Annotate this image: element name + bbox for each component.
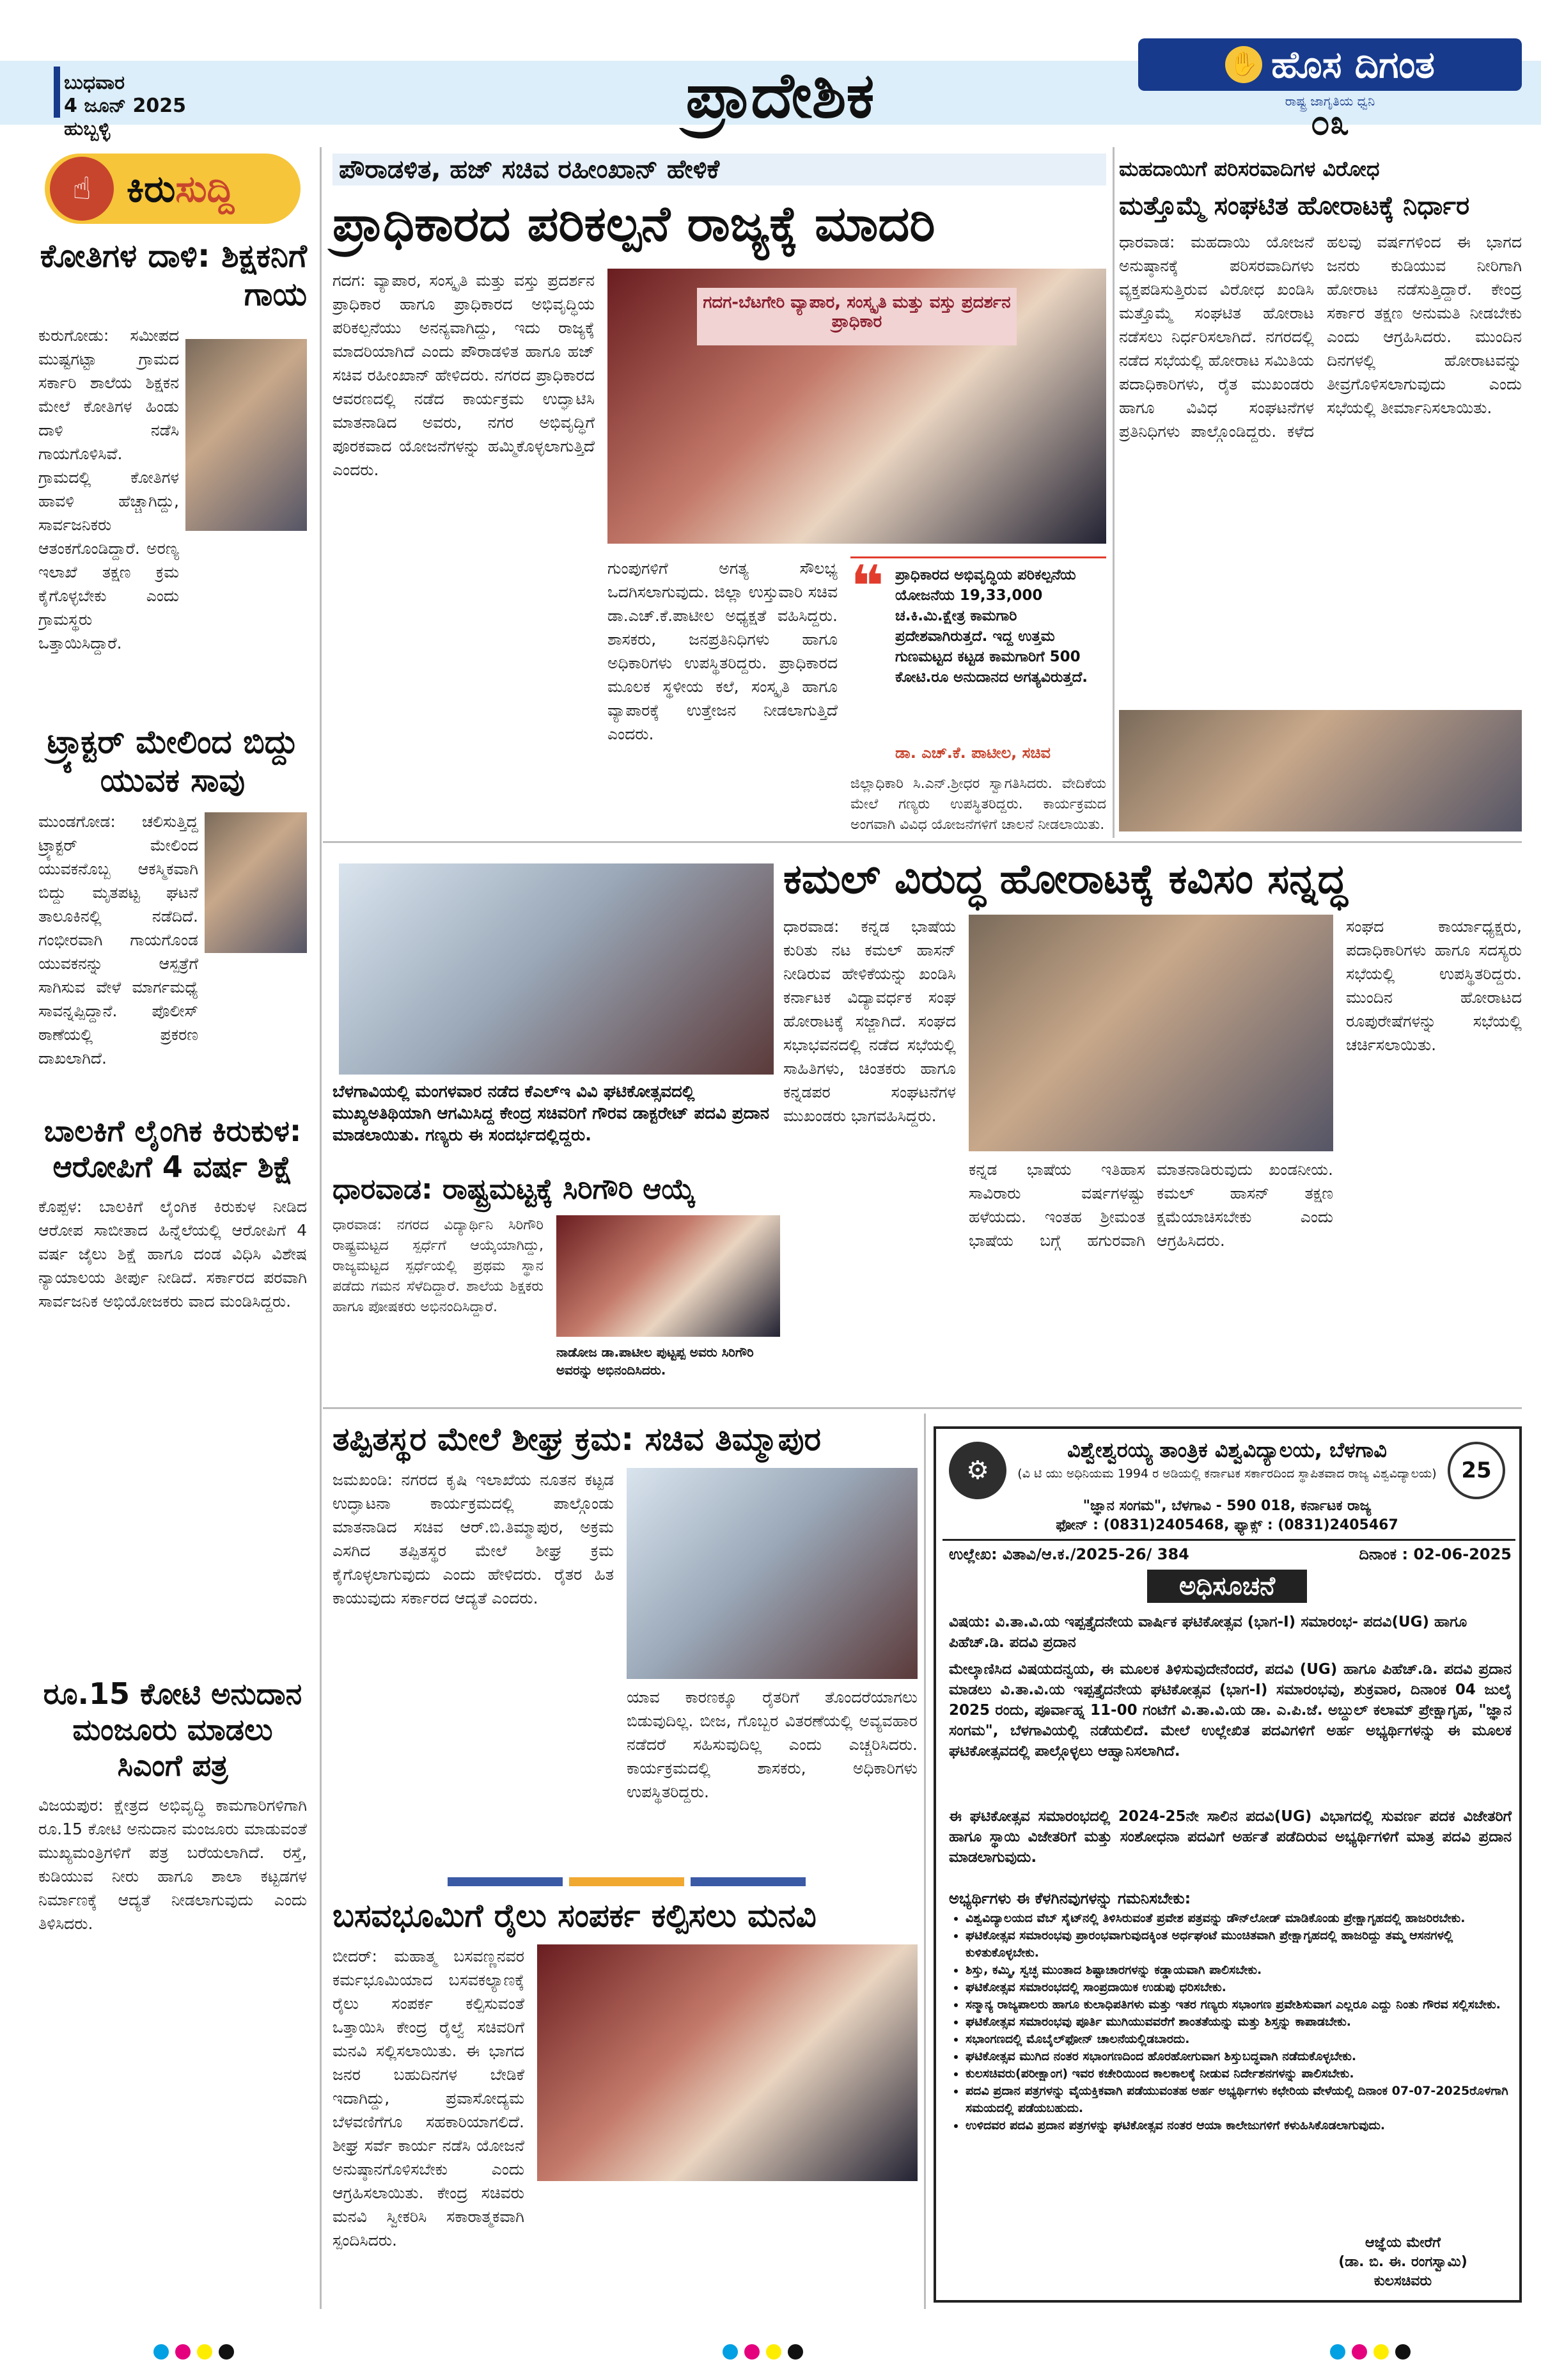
lead-story [332, 154, 1106, 838]
lead-body-c: ಜಿಲ್ಲಾಧಿಕಾರಿ ಸಿ.ಎನ್.ಶ್ರೀಧರ ಸ್ವಾಗತಿಸಿದರು. ವೇದಿಕೆಯ ಮೇಲೆ ಗಣ್ಯರು ಉಪಸ್ಥಿತರಿದ್ದರು. ಕಾರ್ಯಕ್ರಮದ ಅಂಗವಾಗಿ ವಿವಿಧ ಯೋಜನೆಗಳಿಗೆ ಚಾಲನೆ ನೀಡಲಾಯಿತು. [850, 776, 1106, 833]
vtu-name: ವಿಶ್ವೇಶ್ವರಯ್ಯ ತಾಂತ್ರಿಕ ವಿಶ್ವವಿದ್ಯಾಲಯ, ಬೆಳಗಾವಿ [1067, 1438, 1387, 1462]
siri-caption: ನಾಡೋಜ ಡಾ.ಪಾಟೀಲ ಪುಟ್ಟಪ್ಪ ಅವರು ಸಿರಿಗೌರಿ ಅವರನ್ನು ಅಭಿನಂದಿಸಿದರು. [556, 1343, 780, 1401]
kamal-body-c: ಸಂಘದ ಕಾರ್ಯಾಧ್ಯಕ್ಷರು, ಪದಾಧಿಕಾರಿಗಳು ಹಾಗೂ ಸದಸ್ಯರು ಸಭೆಯಲ್ಲಿ ಉಪಸ್ಥಿತರಿದ್ದರು. ಮುಂದಿನ ಹೋರಾಟದ ರೂಪುರೇಷೆಗಳನ್ನು ಸಭೆಯಲ್ಲಿ ಚರ್ಚಿಸಲಾಯಿತು. [1346, 917, 1522, 1054]
vtu-note: • ಶಿಸ್ತು, ಕಮ್ಮಿ, ಸ್ವಚ್ಛ ಮುಂತಾದ ಶಿಷ್ಟಾಚಾರಗಳನ್ನು ಕಡ್ಡಾಯವಾಗಿ ಪಾಲಿಸಬೇಕು. [966, 1962, 1528, 1979]
timmapur-story [332, 1417, 918, 1871]
basava-body: ಬೀದರ್: ಮಹಾತ್ಮ ಬಸವಣ್ಣನವರ ಕರ್ಮಭೂಮಿಯಾದ ಬಸವಕಲ್ಯಾಣಕ್ಕೆ ರೈಲು ಸಂಪರ್ಕ ಕಲ್ಪಿಸುವಂತೆ ಒತ್ತಾಯಿಸಿ ಕೇಂದ್ರ ರೈಲ್ವೆ ಸಚಿವರಿಗೆ ಮನವಿ ಸಲ್ಲಿಸಲಾಯಿತು. ಈ ಭಾಗದ ಜನರ ಬಹುದಿನಗಳ ಬೇಡಿಕೆ ಇದಾಗಿದ್ದು, ಪ್ರವಾಸೋದ್ಯಮ ಬೆಳವಣಿಗೆಗೂ ಸಹಕಾರಿಯಾಗಲಿದೆ. ಶೀಘ್ರ ಸರ್ವೆ ಕಾರ್ಯ ನಡೆಸಿ ಯೋಜನೆ ಅನುಷ್ಠಾನಗೊಳಿಸಬೇಕು ಎಂದು ಆಗ್ರಹಿಸಲಾಯಿತು. ಕೇಂದ್ರ ಸಚಿವರು ಮನವಿ ಸ್ವೀಕರಿಸಿ ಸಕಾರಾತ್ಮಕವಾಗಿ ಸ್ಪಂದಿಸಿದರು. [332, 1947, 524, 2250]
brief-photo [185, 339, 307, 531]
vtu-note: • ಉಳಿದವರ ಪದವಿ ಪ್ರದಾನ ಪತ್ರಗಳನ್ನು ಘಟಿಕೋತ್ಸವ ನಂತರ ಆಯಾ ಕಾಲೇಜುಗಳಿಗೆ ಕಳುಹಿಸಿಕೊಡಲಾಗುವುದು. [966, 2117, 1528, 2134]
kamal-body-b: ಕನ್ನಡ ಭಾಷೆಯ ಇತಿಹಾಸ ಸಾವಿರಾರು ವರ್ಷಗಳಷ್ಟು ಹಳೆಯದು. ಇಂತಹ ಶ್ರೀಮಂತ ಭಾಷೆಯ ಬಗ್ಗೆ ಹಗುರವಾಗಿ ಮಾತನಾಡಿರುವುದು ಖಂಡನೀಯ. ಕಮಲ್ ಹಾಸನ್ ತಕ್ಷಣ ಕ್ಷಮೆಯಾಚಿಸಬೇಕು ಎಂದು ಆಗ್ರಹಿಸಿದರು. [969, 1160, 1333, 1250]
brief-item [38, 1676, 307, 2318]
brief-item [38, 1113, 307, 1643]
lead-body-a: ಗದಗ: ವ್ಯಾಪಾರ, ಸಂಸ್ಕೃತಿ ಮತ್ತು ವಸ್ತು ಪ್ರದರ್ಶನ ಪ್ರಾಧಿಕಾರ ಹಾಗೂ ಪ್ರಾಧಿಕಾರದ ಅಭಿವೃದ್ಧಿಯ ಪರಿಕಲ್ಪನೆಯು ಅನನ್ಯವಾಗಿದ್ದು, ಇದು ರಾಜ್ಯಕ್ಕೆ ಮಾದರಿಯಾಗಿದೆ ಎಂದು ಪೌರಾಡಳಿತ ಹಾಗೂ ಹಜ್ ಸಚಿವ ರಹೀಂಖಾನ್ ಹೇಳಿದರು. ನಗರದ ಪ್ರಾಧಿಕಾರದ ಆವರಣದಲ್ಲಿ ನಡೆದ ಕಾರ್ಯಕ್ರಮ ಉದ್ಘಾಟಿಸಿ ಮಾತನಾಡಿದ ಅವರು, ನಗರ ಅಭಿವೃದ್ಧಿಗೆ ಪೂರಕವಾದ ಯೋಜನೆಗಳನ್ನು ಹಮ್ಮಿಕೊಳ್ಳಲಾಗುತ್ತಿದೆ ಎಂದರು. [332, 271, 595, 479]
vtu-title: ಅಧಿಸೂಚನೆ [1147, 1570, 1307, 1603]
vtu-note: • ಘಟಿಕೋತ್ಸವ ಸಮಾರಂಭದಲ್ಲಿ ಸಾಂಪ್ರದಾಯಿಕ ಉಡುಪು ಧರಿಸಬೇಕು. [966, 1979, 1528, 1996]
kiru-hand-icon: ☝ [50, 157, 114, 221]
belagavi-photo [339, 863, 774, 1075]
date-rule [54, 67, 60, 118]
mahadayi-body: ಧಾರವಾಡ: ಮಹದಾಯಿ ಯೋಜನೆ ಅನುಷ್ಠಾನಕ್ಕೆ ಪರಿಸರವಾದಿಗಳು ವ್ಯಕ್ತಪಡಿಸುತ್ತಿರುವ ವಿರೋಧ ಖಂಡಿಸಿ ಮತ್ತೊಮ್ಮೆ ಸಂಘಟಿತ ಹೋರಾಟ ನಡೆಸಲು ನಿರ್ಧರಿಸಲಾಗಿದೆ. ನಗರದಲ್ಲಿ ನಡೆದ ಸಭೆಯಲ್ಲಿ ಹೋರಾಟ ಸಮಿತಿಯ ಪದಾಧಿಕಾರಿಗಳು, ರೈತ ಮುಖಂಡರು ಹಾಗೂ ವಿವಿಧ ಸಂಘಟನೆಗಳ ಪ್ರತಿನಿಧಿಗಳು ಪಾಲ್ಗೊಂಡಿದ್ದರು. ಕಳೆದ ಹಲವು ವರ್ಷಗಳಿಂದ ಈ ಭಾಗದ ಜನರು ಕುಡಿಯುವ ನೀರಿಗಾಗಿ ಹೋರಾಟ ನಡೆಸುತ್ತಿದ್ದಾರೆ. ಕೇಂದ್ರ ಸರ್ಕಾರ ತಕ್ಷಣ ಅನುಮತಿ ನೀಡಬೇಕು ಎಂದು ಆಗ್ರಹಿಸಿದರು. ಮುಂದಿನ ದಿನಗಳಲ್ಲಿ ಹೋರಾಟವನ್ನು ತೀವ್ರಗೊಳಿಸಲಾಗುವುದು ಎಂದು ಸಭೆಯಲ್ಲಿ ತೀರ್ಮಾನಿಸಲಾಯಿತು. [1119, 233, 1522, 441]
belagavi-caption: ಬೆಳಗಾವಿಯಲ್ಲಿ ಮಂಗಳವಾರ ನಡೆದ ಕೆಎಲ್‌ಇ ವಿವಿ ಘಟಿಕೋತ್ಸವದಲ್ಲಿ ಮುಖ್ಯಅತಿಥಿಯಾಗಿ ಆಗಮಿಸಿದ್ದ ಕೇಂದ್ರ ಸಚಿವರಿಗೆ ಗೌರವ ಡಾಕ್ಟರೇಟ್ ಪದವಿ ಪ್ರದಾನ ಮಾಡಲಾಯಿತು. ಗಣ್ಯರು ಈ ಸಂದರ್ಭದಲ್ಲಿದ್ದರು. [332, 1081, 780, 1170]
weekday: ಬುಧವಾರ [64, 72, 125, 94]
vtu-note: • ಸನ್ಮಾನ್ಯ ರಾಜ್ಯಪಾಲರು ಹಾಗೂ ಕುಲಾಧಿಪತಿಗಳು ಮತ್ತು ಇತರ ಗಣ್ಯರು ಸಭಾಂಗಣ ಪ್ರವೇಶಿಸುವಾಗ ಎಲ್ಲರೂ ಎದ್ದು ನಿಂತು ಗೌರವ ಸಲ್ಲಿಸಬೇಕು. [966, 1996, 1528, 2014]
university-seal-icon: ⚙ [949, 1442, 1006, 1499]
kamal-story [783, 851, 1522, 1407]
masthead [0, 0, 1541, 147]
vtu-note: • ಸಭಾಂಗಣದಲ್ಲಿ ಮೊಬೈಲ್‌ಫೋನ್ ಚಾಲನೆಯಲ್ಲಿಡಬಾರದು. [966, 2031, 1528, 2048]
mahadayi-story [1119, 154, 1522, 838]
vtu-note: • ಘಟಿಕೋತ್ಸವ ಮುಗಿದ ನಂತರ ಸಭಾಂಗಣದಿಂದ ಹೊರಹೋಗುವಾಗ ಶಿಸ್ತುಬದ್ಧವಾಗಿ ನಡೆದುಕೊಳ್ಳಬೇಕು. [966, 2048, 1528, 2065]
vtu-address: "ಜ್ಞಾನ ಸಂಗಮ", ಬೆಳಗಾವಿ - 590 018, ಕರ್ನಾಟಕ ರಾಜ್ಯ [1083, 1498, 1372, 1514]
quote-text: ಪ್ರಾಧಿಕಾರದ ಅಭಿವೃದ್ಧಿಯ ಪರಿಕಲ್ಪನೆಯ ಯೋಜನೆಯ 19,33,000 ಚ.ಕಿ.ಮಿ.ಕ್ಷೇತ್ರ ಕಾಮಗಾರಿ ಪ್ರದೇಶವಾಗಿರುತ್ತದೆ. ಇದ್ದ ಉತ್ತಮ ಗುಣಮಟ್ಟದ ಕಟ್ಟಡ ಕಾಮಗಾರಿಗೆ 500 ಕೋಟಿ.ರೂ ಅನುದಾನದ ಅಗತ್ಯವಿರುತ್ತದೆ. [895, 567, 1088, 686]
anniversary-seal-icon: 25 [1448, 1442, 1505, 1499]
mahadayi-kicker: ಮಹದಾಯಿಗೆ ಪರಿಸರವಾದಿಗಳ ವಿರೋಧ [1119, 157, 1380, 181]
kirusuddi-label-b: ಸುದ್ದಿ [175, 166, 235, 210]
brand-logo [1138, 38, 1522, 91]
vtu-note: • ವಿಶ್ವವಿದ್ಯಾಲಯದ ವೆಬ್ ಸೈಟ್‌ನಲ್ಲಿ ತಿಳಿಸಿರುವಂತೆ ಪ್ರವೇಶ ಪತ್ರವನ್ನು ಡೌನ್‌ಲೋಡ್ ಮಾಡಿಕೊಂಡು ಪ್ರೇಕ್ಷಾಗೃಹದಲ್ಲಿ ಹಾಜರಿರಬೇಕು. [966, 1910, 1528, 1927]
mahadayi-photo [1119, 710, 1522, 831]
lead-photo-banner: ಗದಗ-ಬೆಟಗೇರಿ ವ್ಯಾಪಾರ, ಸಂಸ್ಕೃತಿ ಮತ್ತು ವಸ್ತು ಪ್ರದರ್ಶನ ಪ್ರಾಧಿಕಾರ [697, 288, 1017, 345]
row-divider [323, 841, 1522, 843]
brand-name: ಹೊಸ ದಿಗಂತ [1271, 42, 1435, 86]
brief-headline: ಬಾಲಕಿಗೆ ಲೈಂಗಿಕ ಕಿರುಕುಳ: ಆರೋಪಿಗೆ 4 ವರ್ಷ ಶಿಕ್ಷೆ [43, 1114, 302, 1184]
kirusuddi-badge [45, 154, 301, 224]
vtu-sign-label: ಆಜ್ಞೆಯ ಮೇರೆಗೆ [1365, 2235, 1441, 2251]
kamal-body-a: ಧಾರವಾಡ: ಕನ್ನಡ ಭಾಷೆಯ ಕುರಿತು ನಟ ಕಮಲ್ ಹಾಸನ್ ನೀಡಿರುವ ಹೇಳಿಕೆಯನ್ನು ಖಂಡಿಸಿ ಕರ್ನಾಟಕ ವಿದ್ಯಾವರ್ಧಕ ಸಂಘ ಹೋರಾಟಕ್ಕೆ ಸಜ್ಜಾಗಿದೆ. ಸಂಘದ ಸಭಾಭವನದಲ್ಲಿ ನಡೆದ ಸಭೆಯಲ್ಲಿ ಸಾಹಿತಿಗಳು, ಚಿಂತಕರು ಹಾಗೂ ಕನ್ನಡಪರ ಸಂಘಟನೆಗಳ ಮುಖಂಡರು ಭಾಗವಹಿಸಿದ್ದರು. [783, 917, 956, 1125]
basava-photo [537, 1944, 918, 2181]
vtu-note: • ಘಟಿಕೋತ್ಸವ ಸಮಾರಂಭವು ಪ್ರಾರಂಭವಾಗುವುದಕ್ಕಿಂತ ಅರ್ಧಘಂಟೆ ಮುಂಚಿತವಾಗಿ ಪ್ರೇಕ್ಷಾಗೃಹದಲ್ಲಿ ಹಾಜರಿದ್ದು ತಮ್ಮ ಆಸನಗಳಲ್ಲಿ ಕುಳಿತುಕೊಳ್ಳಬೇಕು. [966, 1927, 1528, 1962]
brief-body: ವಿಜಯಪುರ: ಕ್ಷೇತ್ರದ ಅಭಿವೃದ್ಧಿ ಕಾಮಗಾರಿಗಳಿಗಾಗಿ ರೂ.15 ಕೋಟಿ ಅನುದಾನ ಮಂಜೂರು ಮಾಡುವಂತೆ ಮುಖ್ಯಮಂತ್ರಿಗಳಿಗೆ ಪತ್ರ ಬರೆಯಲಾಗಿದೆ. ರಸ್ತೆ, ಕುಡಿಯುವ ನೀರು ಹಾಗೂ ಶಾಲಾ ಕಟ್ಟಡಗಳ ನಿರ್ಮಾಣಕ್ಕೆ ಆದ್ಯತೆ ನೀಡಲಾಗುವುದು ಎಂದು ತಿಳಿಸಿದರು. [38, 1796, 307, 1933]
timmapur-body-b: ಯಾವ ಕಾರಣಕ್ಕೂ ರೈತರಿಗೆ ತೊಂದರೆಯಾಗಲು ಬಿಡುವುದಿಲ್ಲ. ಬೀಜ, ಗೊಬ್ಬರ ವಿತರಣೆಯಲ್ಲಿ ಅವ್ಯವಹಾರ ನಡೆದರೆ ಸಹಿಸುವುದಿಲ್ಲ ಎಂದು ಎಚ್ಚರಿಸಿದರು. ಕಾರ್ಯಕ್ರಮದಲ್ಲಿ ಶಾಸಕರು, ಅಧಿಕಾರಿಗಳು ಉಪಸ್ಥಿತರಿದ್ದರು. [627, 1688, 918, 1801]
kirusuddi-label-a: ಕಿರು [127, 166, 176, 210]
registration-dots-icon [153, 2344, 243, 2363]
siri-headline: ಧಾರವಾಡ: ರಾಷ್ಟ್ರಮಟ್ಟಕ್ಕೆ ಸಿರಿಗೌರಿ ಆಯ್ಕೆ [332, 1173, 696, 1206]
brief-body: ಮುಂಡಗೋಡ: ಚಲಿಸುತ್ತಿದ್ದ ಟ್ರ್ಯಾಕ್ಟರ್ ಮೇಲಿಂದ ಯುವಕನೊಬ್ಬ ಆಕಸ್ಮಿಕವಾಗಿ ಬಿದ್ದು ಮೃತಪಟ್ಟ ಘಟನೆ ತಾಲೂಕಿನಲ್ಲಿ ನಡೆದಿದೆ. ಗಂಭೀರವಾಗಿ ಗಾಯಗೊಂಡ ಯುವಕನನ್ನು ಆಸ್ಪತ್ರೆಗೆ ಸಾಗಿಸುವ ವೇಳೆ ಮಾರ್ಗಮಧ್ಯೆ ಸಾವನ್ನಪ್ಪಿದ್ದಾನೆ. ಪೊಲೀಸ್ ಠಾಣೆಯಲ್ಲಿ ಪ್ರಕರಣ ದಾಖಲಾಗಿದೆ. [38, 812, 198, 1068]
lead-headline: ಪ್ರಾಧಿಕಾರದ ಪರಿಕಲ್ಪನೆ ರಾಜ್ಯಕ್ಕೆ ಮಾದರಿ [332, 195, 935, 252]
column-divider [924, 1414, 926, 2309]
newspaper-brand [1138, 38, 1522, 143]
date-block [64, 72, 186, 141]
brief-photo [205, 812, 307, 953]
vtu-notes-list [949, 1910, 1528, 2134]
vtu-act: (ವಿ ಟಿ ಯು ಅಧಿನಿಯಮ 1994 ರ ಅಡಿಯಲ್ಲಿ ಕರ್ನಾಟಕ ಸರ್ಕಾರದಿಂದ ಸ್ಥಾಪಿತವಾದ ರಾಜ್ಯ ವಿಶ್ವವಿದ್ಯಾಲಯ) [1017, 1467, 1437, 1481]
siri-story [332, 1170, 780, 1407]
brief-body: ಕೊಪ್ಪಳ: ಬಾಲಕಿಗೆ ಲೈಂಗಿಕ ಕಿರುಕುಳ ನೀಡಿದ ಆರೋಪ ಸಾಬೀತಾದ ಹಿನ್ನೆಲೆಯಲ್ಲಿ ಆರೋಪಿಗೆ 4 ವರ್ಷ ಜೈಲು ಶಿಕ್ಷೆ ಹಾಗೂ ದಂಡ ವಿಧಿಸಿ ವಿಶೇಷ ನ್ಯಾಯಾಲಯ ತೀರ್ಪು ನೀಡಿದೆ. ಸರ್ಕಾರದ ಪರವಾಗಿ ಸಾರ್ವಜನಿಕ ಅಭಿಯೋಜಕರು ವಾದ ಮಂಡಿಸಿದ್ದರು. [38, 1197, 307, 1311]
timmapur-body-a: ಜಮಖಂಡಿ: ನಗರದ ಕೃಷಿ ಇಲಾಖೆಯ ನೂತನ ಕಟ್ಟಡ ಉದ್ಘಾಟನಾ ಕಾರ್ಯಕ್ರಮದಲ್ಲಿ ಪಾಲ್ಗೊಂಡು ಮಾತನಾಡಿದ ಸಚಿವ ಆರ್.ಬಿ.ತಿಮ್ಮಾಪುರ, ಅಕ್ರಮ ಎಸಗಿದ ತಪ್ಪಿತಸ್ಥರ ಮೇಲೆ ಶೀಘ್ರ ಕ್ರಮ ಕೈಗೊಳ್ಳಲಾಗುವುದು ಎಂದು ಹೇಳಿದರು. ರೈತರ ಹಿತ ಕಾಯುವುದು ಸರ್ಕಾರದ ಆದ್ಯತೆ ಎಂದರು. [332, 1470, 614, 1607]
brand-tagline: ರಾಷ್ಟ್ರ ಜಾಗೃತಿಯ ಧ್ವನಿ [1285, 93, 1375, 109]
lead-kicker: ಪೌರಾಡಳಿತ, ಹಜ್ ಸಚಿವ ರಹೀಂಖಾನ್ ಹೇಳಿಕೆ [332, 154, 1106, 185]
lead-body-b: ಗುಂಪುಗಳಿಗೆ ಅಗತ್ಯ ಸೌಲಭ್ಯ ಒದಗಿಸಲಾಗುವುದು. ಜಿಲ್ಲಾ ಉಸ್ತುವಾರಿ ಸಚಿವ ಡಾ.ಎಚ್.ಕೆ.ಪಾಟೀಲ ಅಧ್ಯಕ್ಷತೆ ವಹಿಸಿದ್ದರು. ಶಾಸಕರು, ಜನಪ್ರತಿನಿಧಿಗಳು ಹಾಗೂ ಅಧಿಕಾರಿಗಳು ಉಪಸ್ಥಿತರಿದ್ದರು. ಪ್ರಾಧಿಕಾರದ ಮೂಲಕ ಸ್ಥಳೀಯ ಕಲೆ, ಸಂಸ್ಕೃತಿ ಹಾಗೂ ವ್ಯಾಪಾರಕ್ಕೆ ಉತ್ತೇಜನ ನೀಡಲಾಗುತ್ತಿದೆ ಎಂದರು. [607, 559, 838, 743]
row-divider [323, 1407, 1522, 1409]
vtu-sign-role: ಕುಲಸಚಿವರು [1373, 2273, 1432, 2289]
column-divider [1113, 147, 1115, 838]
vtu-notes-title: ಅಭ್ಯರ್ಥಿಗಳು ಈ ಕೆಳಗಿನವುಗಳನ್ನು ಗಮನಿಸಬೇಕು: [949, 1889, 1191, 1907]
issue-date: 4 ಜೂನ್ 2025 [64, 95, 186, 117]
lead-quote [850, 553, 1106, 769]
kamal-photo [969, 915, 1333, 1151]
column-divider [320, 147, 322, 2309]
vtu-note: • ಕುಲಸಚಿವರು(ಪರೀಕ್ಷಾಂಗ) ಇವರ ಕಚೇರಿಯಿಂದ ಕಾಲಕಾಲಕ್ಕೆ ನೀಡುವ ನಿರ್ದೇಶನಗಳನ್ನು ಪಾಲಿಸಬೇಕು. [966, 2065, 1528, 2083]
kamal-headline: ಕಮಲ್ ವಿರುದ್ಧ ಹೋರಾಟಕ್ಕೆ ಕವಿಸಂ ಸನ್ನದ್ಧ [783, 856, 1348, 903]
basava-story [332, 1893, 918, 2309]
basava-headline: ಬಸವಭೂಮಿಗೆ ರೈಲು ಸಂಪರ್ಕ ಕಲ್ಪಿಸಲು ಮನವಿ [332, 1897, 817, 1934]
siri-body: ಧಾರವಾಡ: ನಗರದ ವಿದ್ಯಾರ್ಥಿನಿ ಸಿರಿಗೌರಿ ರಾಷ್ಟ್ರಮಟ್ಟದ ಸ್ಪರ್ಧೆಗೆ ಆಯ್ಕೆಯಾಗಿದ್ದು, ರಾಜ್ಯಮಟ್ಟದ ಸ್ಪರ್ಧೆಯಲ್ಲಿ ಪ್ರಥಮ ಸ್ಥಾನ ಪಡೆದು ಗಮನ ಸೆಳೆದಿದ್ದಾರೆ. ಶಾಲೆಯ ಶಿಕ್ಷಕರು ಹಾಗೂ ಪೋಷಕರು ಅಭಿನಂದಿಸಿದ್ದಾರೆ. [332, 1217, 544, 1315]
mahadayi-headline: ಮತ್ತೊಮ್ಮೆ ಸಂಘಟಿತ ಹೋರಾಟಕ್ಕೆ ನಿರ್ಧಾರ [1119, 191, 1470, 221]
siri-photo [556, 1215, 780, 1337]
hand-logo-icon: ✋ [1225, 46, 1262, 83]
section-title: ಪ್ರಾದೇಶಿಕ [685, 59, 875, 132]
vtu-phone: ಫೋನ್ : (0831)2405468, ಫ್ಯಾಕ್ಸ್ : (0831)2405467 [1056, 1517, 1398, 1533]
lead-photo [607, 269, 1106, 544]
vtu-sign-name: (ಡಾ. ಬಿ. ಈ. ರಂಗಸ್ವಾಮಿ) [1338, 2254, 1467, 2270]
edition-place: ಹುಬ್ಬಳ್ಳಿ [64, 118, 111, 140]
divider-stripe [448, 1877, 806, 1886]
brief-headline: ಕೋತಿಗಳ ದಾಳಿ: ಶಿಕ್ಷಕನಿಗೆ ಗಾಯ [40, 237, 307, 313]
vtu-subject: ವಿಷಯ: ವಿ.ತಾ.ವಿ.ಯ ಇಪ್ಪತ್ತೈದನೇಯ ವಾರ್ಷಿಕ ಘಟಿಕೋತ್ಸವ (ಭಾಗ-I) ಸಮಾರಂಭ- ಪದವಿ(UG) ಹಾಗೂ ಪಿಹೆಚ್.ಡಿ. ಪದವಿ ಪ್ರದಾನ [949, 1614, 1467, 1651]
vtu-ref: ಉಲ್ಲೇಖ: ವಿತಾವಿ/ಆ.ಕ./2025-26/ 384 [949, 1545, 1189, 1563]
timmapur-headline: ತಪ್ಪಿತಸ್ಥರ ಮೇಲೆ ಶೀಘ್ರ ಕ್ರಮ: ಸಚಿವ ತಿಮ್ಮಾಪುರ [332, 1421, 821, 1458]
brief-headline: ರೂ.15 ಕೋಟಿ ಅನುದಾನ ಮಂಜೂರು ಮಾಡಲು ಸಿಎಂಗೆ ಪತ್ರ [43, 1676, 302, 1783]
vtu-note: • ಘಟಿಕೋತ್ಸವ ಸಮಾರಂಭವು ಪೂರ್ತಿ ಮುಗಿಯುವವರೆಗೆ ಶಾಂತತೆಯನ್ನು ಮತ್ತು ಶಿಸ್ತನ್ನು ಕಾಪಾಡಬೇಕು. [966, 2014, 1528, 2031]
registration-dots-icon [1330, 2344, 1420, 2363]
brief-headline: ಟ್ರ್ಯಾಕ್ಟರ್ ಮೇಲಿಂದ ಬಿದ್ದು ಯುವಕ ಸಾವು [47, 723, 299, 799]
brief-item [38, 723, 307, 1130]
vtu-date: ದಿನಾಂಕ : 02-06-2025 [1359, 1545, 1512, 1563]
belagavi-photo-story [332, 851, 780, 1170]
quote-mark-icon: ❝ [850, 553, 884, 620]
vtu-note: • ಪದವಿ ಪ್ರದಾನ ಪತ್ರಗಳನ್ನು ವೈಯಕ್ತಿಕವಾಗಿ ಪಡೆಯುವಂತಹ ಅರ್ಹ ಅಭ್ಯರ್ಥಿಗಳು ಕಛೇರಿಯ ವೇಳೆಯಲ್ಲಿ ದಿನಾಂಕ 07-07-2025ರೊಳಗಾಗಿ ಸಮಯದಲ್ಲಿ ಪಡೆಯಬಹುದು. [966, 2083, 1528, 2117]
vtu-notice [934, 1426, 1522, 2303]
vtu-para2: ಈ ಘಟಿಕೋತ್ಸವ ಸಮಾರಂಭದಲ್ಲಿ 2024-25ನೇ ಸಾಲಿನ ಪದವಿ(UG) ವಿಭಾಗದಲ್ಲಿ ಸುವರ್ಣ ಪದಕ ವಿಜೇತರಿಗೆ ಹಾಗೂ ಸ್ಥಾಯಿ ವಿಜೇತರಿಗೆ ಮತ್ತು ಸಂಶೋಧನಾ ಪದವಿಗೆ ಅರ್ಹತೆ ಪಡೆದಿರುವ ಅಭ್ಯರ್ಥಿಗಳಿಗೆ ಮಾತ್ರ ಪದವಿ ಪ್ರದಾನ ಮಾಡಲಾಗುವುದು. [949, 1808, 1512, 1866]
page-number: ೦೩ [1310, 102, 1350, 143]
vtu-para1: ಮೇಲ್ಕಾಣಿಸಿದ ವಿಷಯದನ್ವಯ, ಈ ಮೂಲಕ ತಿಳಿಸುವುದೇನೆಂದರೆ, ಪದವಿ (UG) ಹಾಗೂ ಪಿಹೆಚ್.ಡಿ. ಪದವಿ ಪ್ರದಾನ ಮಾಡಲು ವಿ.ತಾ.ವಿ.ಯ ಇಪ್ಪತ್ತೈದನೇಯ ಘಟಿಕೋತ್ಸವ (ಭಾಗ-I) ಸಮಾರಂಭವು, ಶುಕ್ರವಾರ, ದಿನಾಂಕ 04 ಜುಲೈ 2025 ರಂದು, ಪೂರ್ವಾಹ್ನ 11-00 ಗಂಟೆಗೆ ವಿ.ತಾ.ವಿ.ಯ ಡಾ. ಎ.ಪಿ.ಜೆ. ಅಬ್ದುಲ್ ಕಲಾಮ್ ಪ್ರೇಕ್ಷಾಗೃಹ, "ಜ್ಞಾನ ಸಂಗಮ", ಬೆಳಗಾವಿಯಲ್ಲಿ ನಡೆಯಲಿದೆ. ಮೇಲೆ ಉಲ್ಲೇಖಿತ ಪದವಿಗಳಿಗೆ ಅರ್ಹ ಅಭ್ಯರ್ಥಿಗಳನ್ನು ಈ ಮೂಲಕ ಘಟಿಕೋತ್ಸವದಲ್ಲಿ ಪಾಲ್ಗೊಳ್ಳಲು ಆಹ್ವಾನಿಸಲಾಗಿದೆ. [949, 1661, 1512, 1760]
brief-body: ಕುರುಗೋಡು: ಸಮೀಪದ ಮುಷ್ಟಗಟ್ಟಾ ಗ್ರಾಮದ ಸರ್ಕಾರಿ ಶಾಲೆಯ ಶಿಕ್ಷಕನ ಮೇಲೆ ಕೋತಿಗಳ ಹಿಂಡು ದಾಳಿ ನಡೆಸಿ ಗಾಯಗೊಳಿಸಿವೆ. ಗ್ರಾಮದಲ್ಲಿ ಕೋತಿಗಳ ಹಾವಳಿ ಹೆಚ್ಚಾಗಿದ್ದು, ಸಾರ್ವಜನಿಕರು ಆತಂಕಗೊಂಡಿದ್ದಾರೆ. ಅರಣ್ಯ ಇಲಾಖೆ ತಕ್ಷಣ ಕ್ರಮ ಕೈಗೊಳ್ಳಬೇಕು ಎಂದು ಗ್ರಾಮಸ್ಥರು ಒತ್ತಾಯಿಸಿದ್ದಾರೆ. [38, 326, 179, 652]
quote-attribution: ಡಾ. ಎಚ್.ಕೆ. ಪಾಟೀಲ, ಸಚಿವ [895, 744, 1051, 762]
timmapur-photo [627, 1468, 918, 1679]
registration-dots-icon [723, 2344, 812, 2363]
